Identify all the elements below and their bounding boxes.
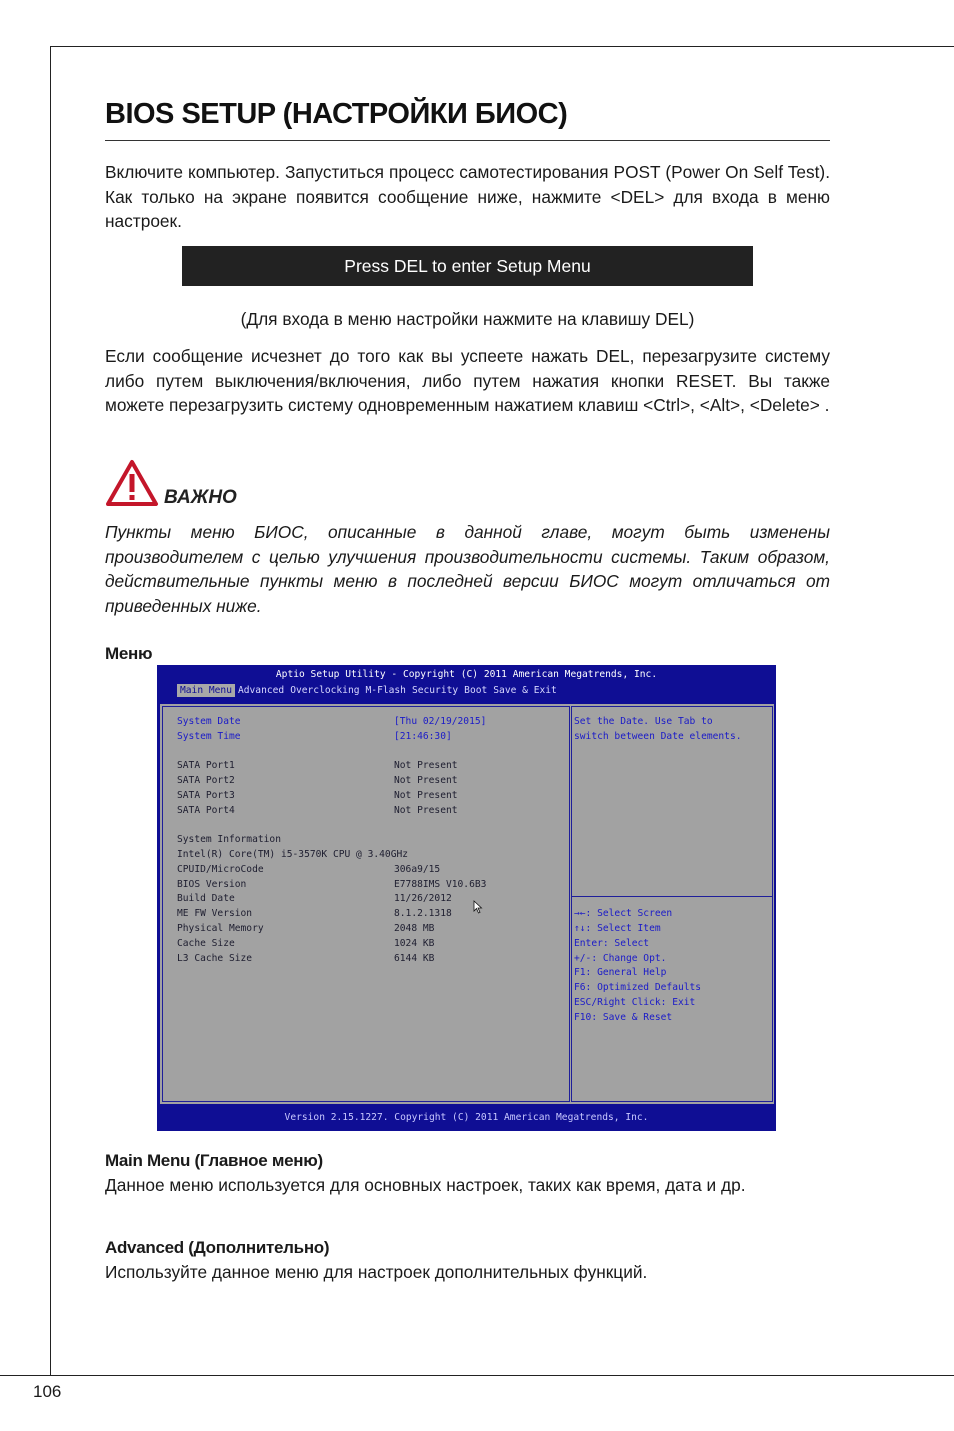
bios-row-label: L3 Cache Size — [177, 953, 253, 964]
bios-row-value[interactable]: [21:46:30] — [394, 731, 452, 742]
mouse-cursor-icon — [473, 900, 483, 914]
bios-row-label: Build Date — [177, 893, 235, 904]
bios-row-bios-version — [177, 878, 487, 892]
bios-key-enter: Enter: Select — [574, 938, 650, 949]
page-title: BIOS SETUP (НАСТРОЙКИ БИОС) — [105, 98, 568, 130]
bios-row-build-date — [177, 892, 452, 906]
bios-row-label: SATA Port4 — [177, 805, 235, 816]
bios-row-sata-port4 — [177, 804, 458, 818]
bios-header: Aptio Setup Utility - Copyright (C) 2011 American Megatrends, Inc. — [275, 669, 658, 680]
bios-tab-bar — [177, 684, 560, 697]
bios-row-sata-port1 — [177, 759, 458, 773]
bios-settings-panel — [162, 706, 570, 1102]
bios-row-l3-cache-size — [177, 952, 435, 966]
bios-tab-save-exit[interactable]: Save & Exit — [493, 685, 557, 696]
bios-footer: Version 2.15.1227. Copyright (C) 2011 American Megatrends, Inc. — [284, 1112, 649, 1123]
bios-row-cpu-name — [177, 848, 409, 862]
del-message-bar — [182, 246, 753, 286]
bios-row-physical-memory — [177, 922, 435, 936]
bios-row-value: Not Present — [394, 790, 458, 801]
intro-paragraph: Включите компьютер. Запуститься процесс самотестирования POST (Power On Self Test). Как только на экране появится сообщение ниже, нажмите <DEL> для входа в меню настроек. — [105, 162, 830, 231]
main-menu-text: Данное меню используется для основных настроек, таких как время, дата и др. — [105, 1175, 746, 1195]
bios-tab-overclocking[interactable]: Overclocking — [290, 685, 360, 696]
bios-help-line: Set the Date. Use Tab to — [574, 716, 713, 727]
page-frame-bottom — [0, 1375, 954, 1376]
page-number: 106 — [33, 1382, 62, 1401]
bios-row-value: 6144 KB — [394, 953, 435, 964]
bios-row-value: Not Present — [394, 775, 458, 786]
bios-row-label: SATA Port2 — [177, 775, 235, 786]
bios-row-label: System Information — [177, 834, 281, 845]
bios-row-value: 11/26/2012 — [394, 893, 452, 904]
bios-row-sata-port3 — [177, 789, 458, 803]
bios-help-divider — [572, 896, 772, 897]
bios-row-label: CPUID/MicroCode — [177, 864, 264, 875]
bios-row-label: System Time — [177, 731, 241, 742]
important-text: Пункты меню БИОС, описанные в данной главе, могут быть изменены производителем с целью улучшения производительности системы. Таким образом, действительные пункты меню в последней версии БИОС могут отличаться от приведенных ниже. — [105, 522, 830, 616]
bios-row-label: SATA Port1 — [177, 760, 235, 771]
bios-row-value: Not Present — [394, 805, 458, 816]
bios-key-f1: F1: General Help — [574, 967, 667, 978]
bios-row-label: ME FW Version — [177, 908, 253, 919]
bios-row-cache-size — [177, 937, 435, 951]
bios-tab-advanced[interactable]: Advanced — [237, 685, 285, 696]
bios-key-select-item: ↑↓: Select Item — [574, 923, 661, 934]
bios-row-label: BIOS Version — [177, 879, 247, 890]
reboot-paragraph: Если сообщение исчезнет до того как вы успеете нажать DEL, перезагрузите систему либо путем выключения/включения, либо путем нажатия кнопки RESET. Вы также можете перезагрузить систему одновременным нажатием клавиш <Ctrl>, <Alt>, <Delete> . — [105, 346, 830, 415]
bios-row-value: Not Present — [394, 760, 458, 771]
bios-tab-security[interactable]: Security — [411, 685, 459, 696]
bios-key-f10: F10: Save & Reset — [574, 1012, 673, 1023]
bios-help-panel — [571, 706, 773, 1102]
bios-key-change-opt: +/-: Change Opt. — [574, 953, 667, 964]
bios-key-esc: ESC/Right Click: Exit — [574, 997, 696, 1008]
bios-row-value[interactable]: [Thu 02/19/2015] — [394, 716, 487, 727]
bios-row-me-fw-version — [177, 907, 452, 921]
bios-tab-main-menu[interactable]: Main Menu — [177, 684, 235, 697]
warning-triangle-icon — [105, 459, 159, 507]
main-menu-heading: Main Menu (Главное меню) — [105, 1151, 323, 1170]
bios-row-value: E7788IMS V10.6B3 — [394, 879, 487, 890]
page-frame-top — [50, 46, 954, 47]
bios-row-label: Physical Memory — [177, 923, 264, 934]
bios-body — [160, 704, 774, 1104]
title-rule — [105, 140, 830, 141]
bios-row-value: 8.1.2.1318 — [394, 908, 452, 919]
advanced-text: Используйте данное меню для настроек дополнительных функций. — [105, 1262, 648, 1282]
bios-row-label: System Date — [177, 716, 241, 727]
bios-key-select-screen: →←: Select Screen — [574, 908, 673, 919]
bios-row-system-date[interactable] — [177, 715, 487, 729]
bios-key-f6: F6: Optimized Defaults — [574, 982, 702, 993]
bios-screenshot — [157, 665, 776, 1131]
menu-heading: Меню — [105, 644, 153, 663]
important-title: ВАЖНО — [164, 487, 237, 508]
bios-row-sata-port2 — [177, 774, 458, 788]
bios-row-label: Intel(R) Core(TM) i5-3570K CPU @ 3.40GHz — [177, 849, 409, 860]
del-message-text: Press DEL to enter Setup Menu — [344, 255, 591, 276]
bios-row-cpuid — [177, 863, 441, 877]
bios-row-system-information — [177, 833, 281, 847]
bios-row-label: Cache Size — [177, 938, 235, 949]
bios-row-system-time[interactable] — [177, 730, 452, 744]
del-caption: (Для входа в меню настройки нажмите на клавишу DEL) — [240, 309, 695, 329]
bios-row-label: SATA Port3 — [177, 790, 235, 801]
bios-row-value: 1024 KB — [394, 938, 435, 949]
bios-row-value: 2048 MB — [394, 923, 435, 934]
bios-help-line: switch between Date elements. — [574, 731, 742, 742]
bios-tab-m-flash[interactable]: M-Flash — [365, 685, 406, 696]
bios-tab-boot[interactable]: Boot — [464, 685, 488, 696]
advanced-heading: Advanced (Дополнительно) — [105, 1238, 330, 1257]
bios-row-value: 306a9/15 — [394, 864, 441, 875]
page-frame-left — [50, 46, 51, 1376]
